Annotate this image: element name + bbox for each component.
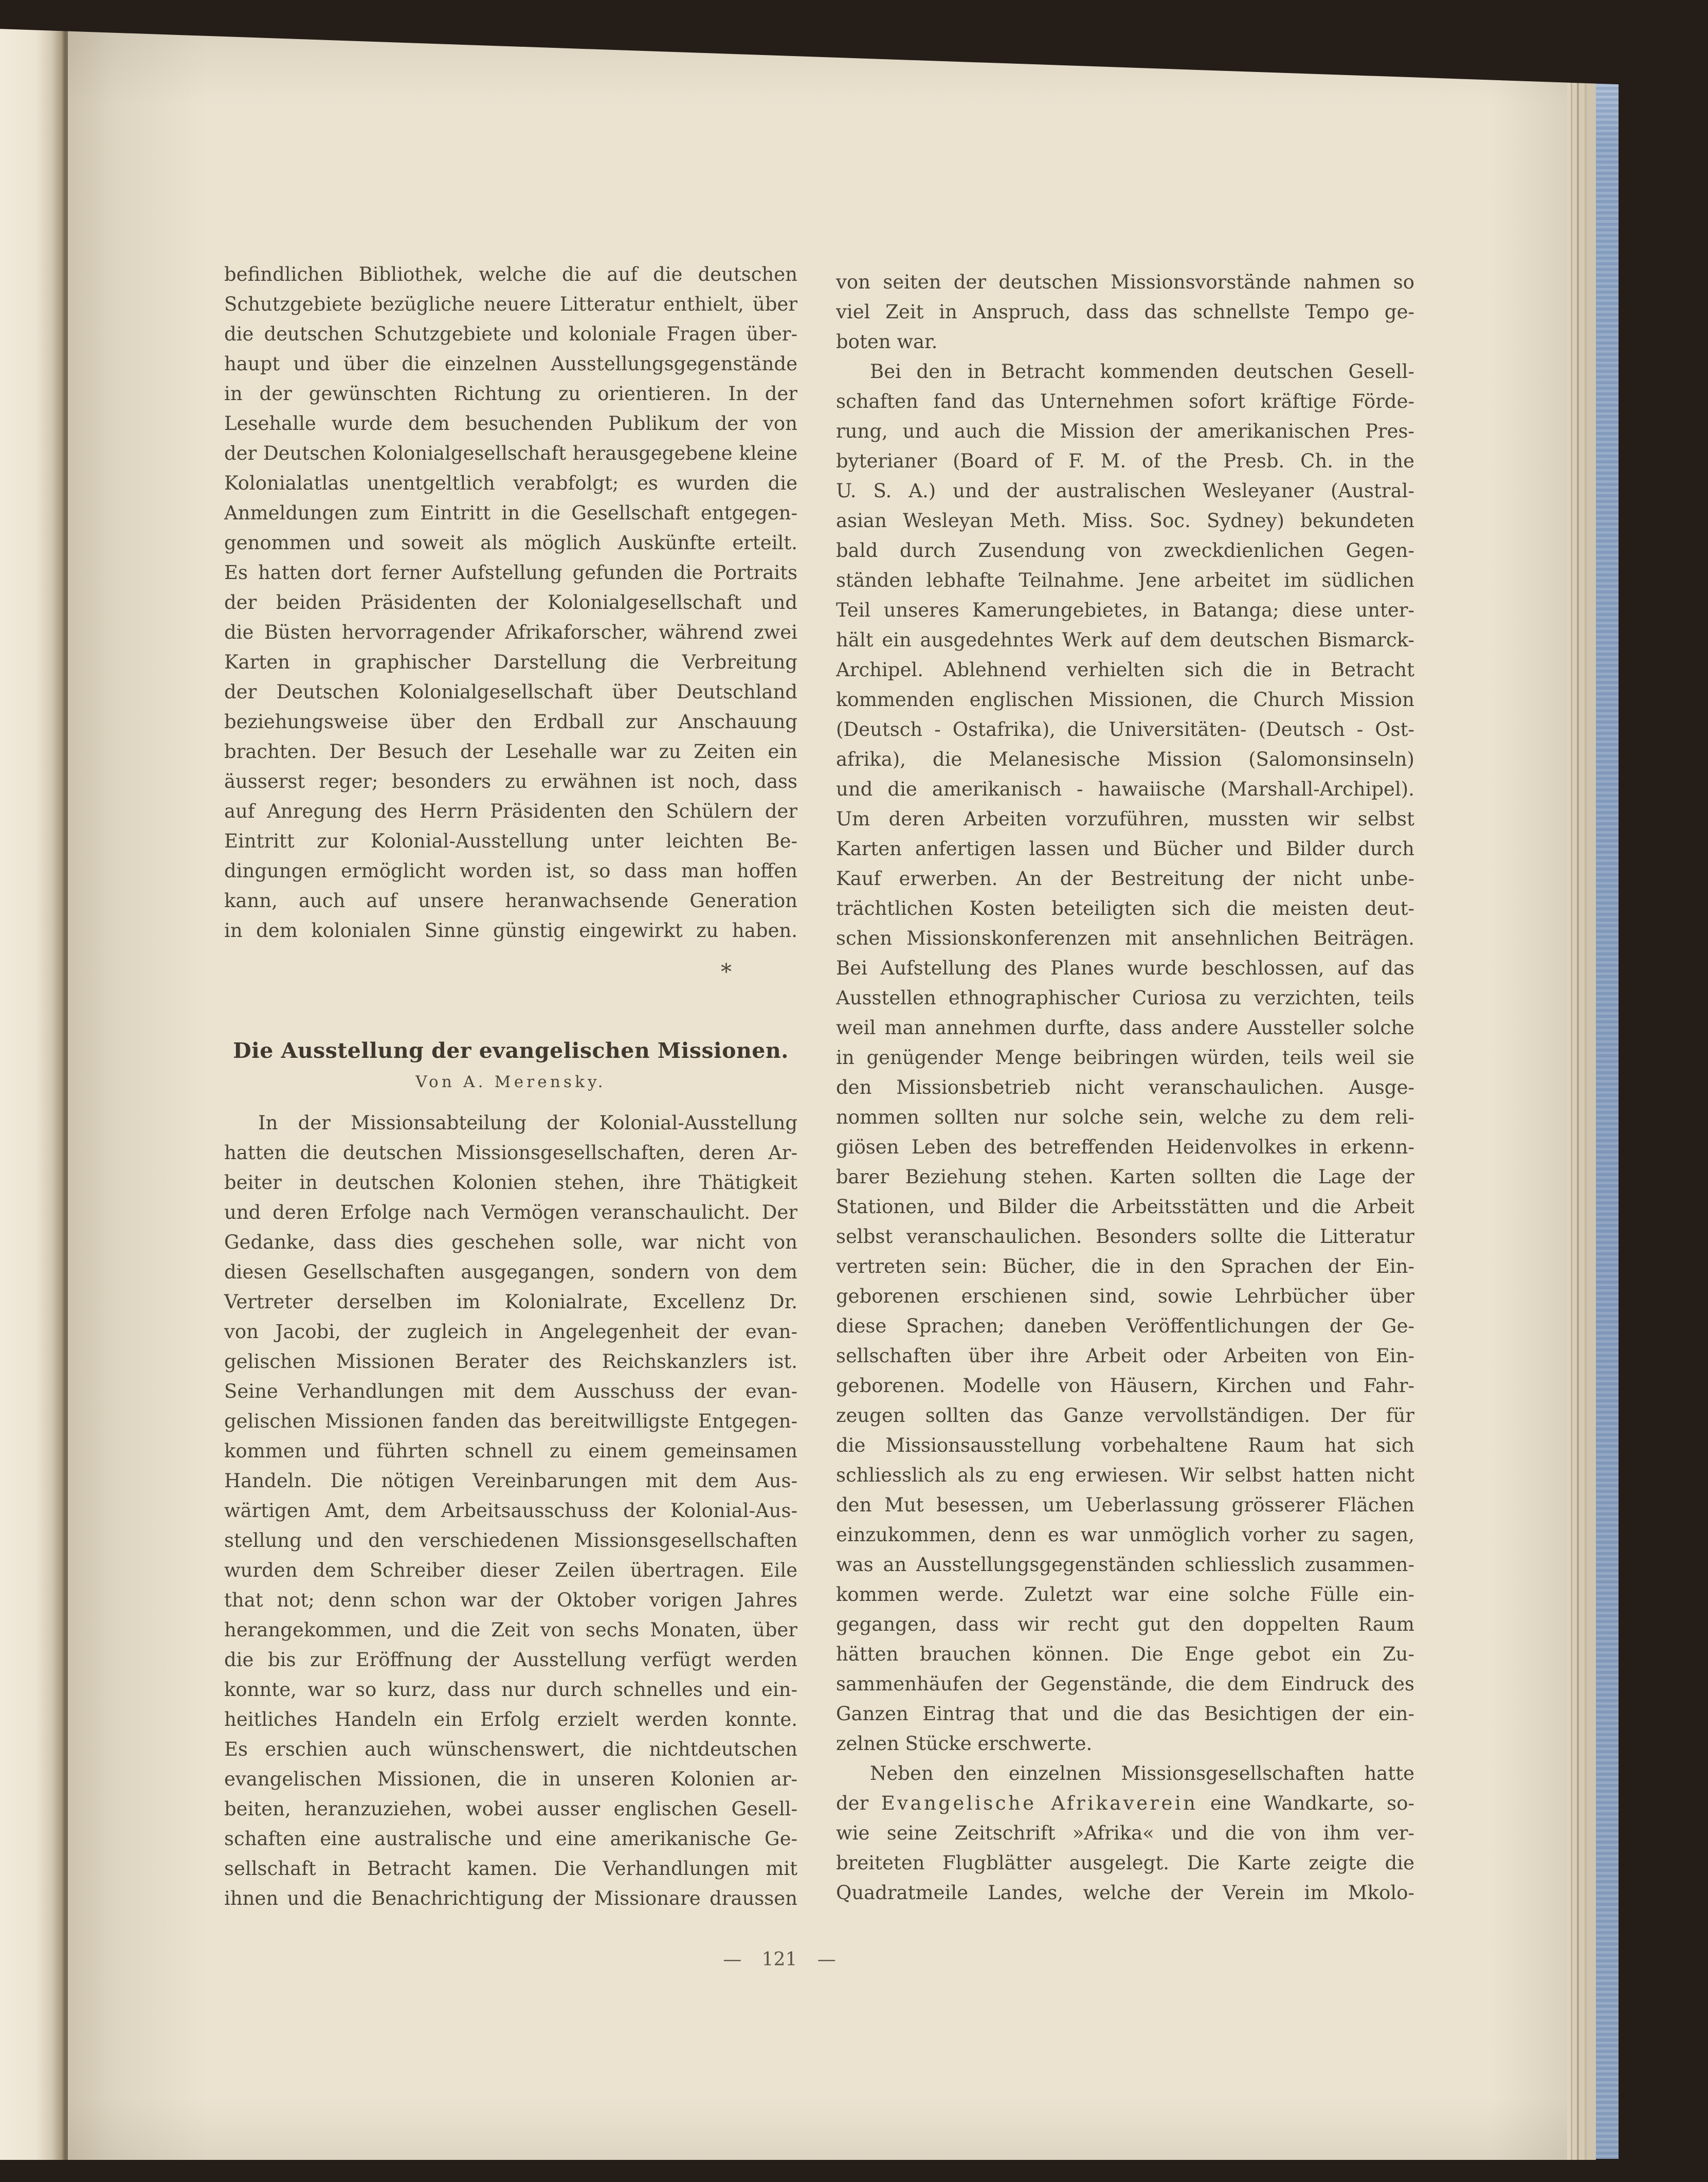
text-line (224, 1168, 797, 1198)
text-segment: U. S. A.) und der australischen Wesleyaner (Austral- (836, 480, 1414, 502)
text-segment: die Missionsausstellung vorbehaltene Raum hat sich (836, 1434, 1414, 1456)
text-line (836, 536, 1414, 566)
text-segment: der Deutschen Kolonialgesellschaft über Deutschland (224, 681, 797, 703)
text-line (224, 1645, 797, 1675)
text-segment: äusserst reger; besonders zu erwähnen ist noch, dass (224, 770, 797, 792)
text-segment: geborenen erschienen sind, sowie Lehrbücher über (836, 1285, 1414, 1307)
text-line (836, 1729, 1414, 1759)
text-segment: ständen lebhafte Teilnahme. Jene arbeitet im südlichen (836, 569, 1414, 591)
text-line (224, 1466, 797, 1496)
text-line (836, 1580, 1414, 1610)
text-segment: den Missionsbetrieb nicht veranschaulichen. Ausge- (836, 1076, 1414, 1098)
text-segment: heitliches Handeln ein Erfolg erzielt werden konnte. (224, 1708, 797, 1730)
text-segment: geborenen. Modelle von Häusern, Kirchen und Fahr- (836, 1375, 1414, 1397)
text-segment: Anmeldungen zum Eintritt in die Gesellschaft entgegen- (224, 502, 797, 524)
text-segment: die bis zur Eröffnung der Ausstellung verfügt werden (224, 1649, 797, 1671)
text-line (836, 297, 1414, 327)
text-segment: Neben den einzelnen Missionsgesellschaften hatte (870, 1762, 1414, 1784)
text-line (224, 916, 797, 946)
text-line (836, 417, 1414, 446)
text-segment: Ganzen Eintrag that und die das Besichtigen der ein- (836, 1703, 1414, 1725)
text-segment: beziehungsweise über den Erdball zur Anschauung (224, 711, 797, 733)
text-segment: Seine Verhandlungen mit dem Ausschuss der evan- (224, 1380, 797, 1402)
text-segment: gelischen Missionen Berater des Reichskanzlers ist. (224, 1350, 797, 1373)
text-segment: einzukommen, denn es war unmöglich vorher zu sagen, (836, 1524, 1414, 1546)
text-line (836, 1282, 1414, 1311)
text-line (224, 1377, 797, 1406)
text-line (224, 498, 797, 528)
text-segment: Quadratmeile Landes, welche der Verein im Mkolo- (836, 1882, 1414, 1904)
text-segment: asian Wesleyan Meth. Miss. Soc. Sydney) bekundeten (836, 510, 1414, 532)
text-line (836, 1103, 1414, 1132)
text-line (224, 618, 797, 647)
text-line (224, 379, 797, 409)
text-segment: Kauf erwerben. An der Bestreitung der nicht unbe- (836, 868, 1414, 890)
text-line (224, 1705, 797, 1735)
text-segment: schliesslich als zu eng erwiesen. Wir selbst hatten nicht (836, 1464, 1414, 1486)
text-line (836, 1699, 1414, 1729)
letterspaced-name: Evangelische Afrikaverein (881, 1792, 1198, 1814)
text-line (224, 588, 797, 618)
text-segment: von seiten der deutschen Missionsvorstände nahmen so (836, 271, 1414, 293)
text-line (836, 327, 1414, 357)
text-segment: von Jacobi, der zugleich in Angelegenheit der evan- (224, 1321, 797, 1343)
text-line (836, 357, 1414, 387)
text-segment: breiteten Flugblätter ausgelegt. Die Karte zeigte die (836, 1852, 1414, 1874)
text-segment: diese Sprachen; daneben Veröffentlichungen der Ge- (836, 1315, 1414, 1337)
text-line (224, 319, 797, 349)
text-segment: Um deren Arbeiten vorzuführen, mussten wir selbst (836, 808, 1414, 830)
text-line (836, 864, 1414, 894)
text-line (836, 1639, 1414, 1669)
text-line (836, 1401, 1414, 1431)
text-segment: die Büsten hervorragender Afrikaforscher, während zwei (224, 621, 797, 643)
text-line (836, 774, 1414, 804)
text-segment: schaften fand das Unternehmen sofort kräftige Förde- (836, 390, 1414, 412)
text-segment: nommen sollten nur solche sein, welche zu dem reli- (836, 1106, 1414, 1128)
text-line (836, 745, 1414, 774)
text-segment: sammenhäufen der Gegenstände, die dem Eindruck des (836, 1673, 1414, 1695)
text-segment: wärtigen Amt, dem Arbeitsausschuss der Kolonial-Aus- (224, 1500, 797, 1522)
text-line (836, 1371, 1414, 1401)
text-line (224, 260, 797, 290)
text-segment: dingungen ermöglicht worden ist, so dass man hoffen (224, 860, 797, 882)
text-line (836, 1878, 1414, 1908)
text-segment: In der Missionsabteilung der Kolonial-Ausstellung (258, 1112, 797, 1134)
text-line (836, 476, 1414, 506)
text-segment: sellschaften über ihre Arbeit oder Arbeiten von Ein- (836, 1345, 1414, 1367)
text-segment: brachten. Der Besuch der Lesehalle war zu Zeiten ein (224, 741, 797, 763)
text-segment: in der gewünschten Richtung zu orientieren. In der (224, 383, 797, 405)
text-line (836, 596, 1414, 625)
text-segment: wurden dem Schreiber dieser Zeilen übertragen. Eile (224, 1559, 797, 1581)
text-line (224, 856, 797, 886)
text-segment: Karten in graphischer Darstellung die Verbreitung (224, 651, 797, 673)
book-cover-edge (1596, 70, 1619, 2159)
text-segment: kommen werde. Zuletzt war eine solche Fülle ein- (836, 1583, 1414, 1606)
text-segment: der beiden Präsidenten der Kolonialgesellschaft und (224, 591, 797, 614)
text-line (224, 886, 797, 916)
text-segment: und die amerikanisch - hawaiische (Marshall-Archipel). (836, 778, 1414, 800)
text-segment: Gedanke, dass dies geschehen solle, war nicht von (224, 1231, 797, 1253)
text-line (224, 290, 797, 319)
text-line (836, 625, 1414, 655)
text-line (836, 655, 1414, 685)
photo-bottom-shadow (0, 2160, 1708, 2182)
text-segment: Bei Aufstellung des Planes wurde beschlossen, auf das (836, 957, 1414, 979)
text-line (836, 1311, 1414, 1341)
text-segment: haupt und über die einzelnen Ausstellungsgegenstände (224, 353, 797, 375)
text-segment: stellung und den verschiedenen Missionsgesellschaften (224, 1529, 797, 1552)
text-segment: gegangen, dass wir recht gut den doppelten Raum (836, 1613, 1414, 1635)
text-line (836, 924, 1414, 953)
text-line (224, 349, 797, 379)
text-segment: evangelischen Missionen, die in unseren Kolonien ar- (224, 1768, 797, 1790)
article-byline: Von A. Merensky. (415, 1073, 606, 1091)
text-segment: weil man annehmen durfte, dass andere Aussteller solche (836, 1017, 1414, 1039)
text-line (836, 566, 1414, 596)
text-segment: diesen Gesellschaften ausgegangen, sondern von dem (224, 1261, 797, 1283)
text-line (836, 983, 1414, 1013)
text-line (224, 677, 797, 707)
text-segment: giösen Leben des betreffenden Heidenvolkes in erkenn- (836, 1136, 1414, 1158)
text-segment: der Deutschen Kolonialgesellschaft herausgegebene kleine (224, 442, 797, 464)
text-segment: Ausstellen ethnographischer Curiosa zu verzichten, teils (836, 987, 1414, 1009)
text-line (836, 894, 1414, 924)
text-line (224, 1138, 797, 1168)
text-segment: barer Beziehung stehen. Karten sollten die Lage der (836, 1166, 1414, 1188)
page-number: — 121 — (723, 1949, 836, 1970)
text-segment: der (836, 1792, 881, 1814)
text-line (836, 834, 1414, 864)
text-segment: und deren Erfolge nach Vermögen veranschaulicht. Der (224, 1201, 797, 1223)
text-segment: kommen und führten schnell zu einem gemeinsamen (224, 1440, 797, 1462)
text-line (224, 558, 797, 588)
text-line (224, 1884, 797, 1914)
text-line (224, 1436, 797, 1466)
text-segment: rung, und auch die Mission der amerikanischen Pres- (836, 420, 1414, 442)
text-line (224, 1675, 797, 1705)
text-segment: Es hatten dort ferner Aufstellung gefunden die Portraits (224, 562, 797, 584)
text-line (836, 446, 1414, 476)
text-segment: Kolonialatlas unentgeltlich verabfolgt; es wurden die (224, 472, 797, 494)
right-text-column (836, 267, 1414, 1908)
text-segment: Teil unseres Kamerungebietes, in Batanga; diese unter- (836, 599, 1414, 621)
text-segment: wie seine Zeitschrift »Afrika« und die von ihm ver- (836, 1822, 1414, 1844)
text-line (836, 1848, 1414, 1878)
text-segment: bald durch Zusendung von zweckdienlichen Gegen- (836, 539, 1414, 562)
text-segment: in dem kolonialen Sinne günstig eingewirkt zu haben. (224, 919, 797, 942)
text-line (224, 1585, 797, 1615)
text-segment: Karten anfertigen lassen und Bücher und Bilder durch (836, 838, 1414, 860)
text-line (836, 1252, 1414, 1282)
text-line (224, 1794, 797, 1824)
text-line (224, 1735, 797, 1764)
text-segment: beiter in deutschen Kolonien stehen, ihre Thätigkeit (224, 1171, 797, 1194)
text-segment: viel Zeit in Anspruch, dass das schnellste Tempo ge- (836, 301, 1414, 323)
text-line (224, 1317, 797, 1347)
text-line (224, 1108, 797, 1138)
text-segment: was an Ausstellungsgegenständen schliesslich zusammen- (836, 1554, 1414, 1576)
page-fore-edge (1567, 60, 1596, 2160)
text-line (224, 1228, 797, 1257)
text-segment: die deutschen Schutzgebiete und koloniale Fragen über- (224, 323, 797, 345)
text-line (836, 1013, 1414, 1043)
text-segment: zeugen sollten das Ganze vervollständigen. Der für (836, 1404, 1414, 1427)
text-line (836, 1789, 1414, 1818)
text-line (836, 1192, 1414, 1222)
text-segment: that not; denn schon war der Oktober vorigen Jahres (224, 1589, 797, 1611)
text-line (224, 1257, 797, 1287)
text-line (836, 1520, 1414, 1550)
text-line (224, 1824, 797, 1854)
text-segment: Eintritt zur Kolonial-Ausstellung unter leichten Be- (224, 830, 797, 852)
text-line (224, 439, 797, 468)
text-line (224, 1526, 797, 1556)
text-line (224, 797, 797, 826)
text-line (224, 767, 797, 797)
text-segment: byterianer (Board of F. M. of the Presb. Ch. in the (836, 450, 1414, 472)
text-segment: afrika), die Melanesische Mission (Salomonsinseln) (836, 748, 1414, 770)
text-line (836, 1610, 1414, 1639)
text-line (224, 1198, 797, 1228)
text-segment: in genügender Menge beibringen würden, teils weil sie (836, 1047, 1414, 1069)
text-segment: Schutzgebiete bezügliche neuere Litteratur enthielt, über (224, 293, 797, 315)
text-segment: kommenden englischen Missionen, die Church Mission (836, 689, 1414, 711)
text-line (224, 826, 797, 856)
text-segment: vertreten sein: Bücher, die in den Sprachen der Ein- (836, 1255, 1414, 1277)
text-line (224, 528, 797, 558)
text-segment: Bei den in Betracht kommenden deutschen Gesell- (870, 360, 1414, 383)
text-line (224, 1556, 797, 1585)
text-line (836, 1460, 1414, 1490)
text-segment: konnte, war so kurz, dass nur durch schnelles und ein- (224, 1679, 797, 1701)
text-line (224, 1615, 797, 1645)
text-line (224, 1496, 797, 1526)
text-segment: boten war. (836, 331, 938, 353)
left-text-column (224, 260, 797, 1914)
text-segment: befindlichen Bibliothek, welche die auf die deutschen (224, 263, 797, 285)
text-line (836, 685, 1414, 715)
text-segment: ihnen und die Benachrichtigung der Missionare draussen (224, 1887, 797, 1909)
text-line (224, 1406, 797, 1436)
text-segment: selbst veranschaulichen. Besonders sollte die Litteratur (836, 1225, 1414, 1248)
text-segment: hatten die deutschen Missionsgesellschaften, deren Ar- (224, 1142, 797, 1164)
text-line (836, 1073, 1414, 1103)
text-line (836, 1341, 1414, 1371)
book-page (65, 17, 1570, 2160)
text-segment: den Mut besessen, um Ueberlassung grösserer Flächen (836, 1494, 1414, 1516)
text-line (224, 1854, 797, 1884)
text-line (836, 1043, 1414, 1073)
text-segment: kann, auch auf unsere heranwachsende Generation (224, 890, 797, 912)
article-heading: Die Ausstellung der evangelischen Missionen. (233, 1038, 789, 1063)
text-line (836, 715, 1414, 745)
text-line (836, 1550, 1414, 1580)
text-segment: gelischen Missionen fanden das bereitwilligste Entgegen- (224, 1410, 797, 1432)
text-segment: schaften eine australische und eine amerikanische Ge- (224, 1828, 797, 1850)
text-line (836, 804, 1414, 834)
text-line (836, 506, 1414, 536)
text-line (224, 1347, 797, 1377)
text-line (224, 737, 797, 767)
adjacent-page-edge (0, 23, 65, 2160)
text-segment: beiten, heranzuziehen, wobei ausser englischen Gesell- (224, 1798, 797, 1820)
text-line (836, 387, 1414, 417)
text-segment: Vertreter derselben im Kolonialrate, Excellenz Dr. (224, 1291, 797, 1313)
text-segment: hätten brauchen können. Die Enge gebot ein Zu- (836, 1643, 1414, 1665)
text-segment: sellschaft in Betracht kamen. Die Verhandlungen mit (224, 1858, 797, 1880)
text-line (224, 409, 797, 439)
text-segment: herangekommen, und die Zeit von sechs Monaten, über (224, 1619, 797, 1641)
text-segment: Archipel. Ablehnend verhielten sich die in Betracht (836, 659, 1414, 681)
text-line (224, 1764, 797, 1794)
text-segment: eine Wandkarte, so- (1197, 1792, 1415, 1814)
text-segment: zelnen Stücke erschwerte. (836, 1733, 1093, 1755)
text-segment: (Deutsch - Ostafrika), die Universitäten- (Deutsch - Ost- (836, 718, 1414, 741)
text-line (836, 1162, 1414, 1192)
text-line (836, 1431, 1414, 1460)
text-line (836, 1669, 1414, 1699)
text-line (224, 468, 797, 498)
text-line (836, 953, 1414, 983)
text-segment: Es erschien auch wünschenswert, die nichtdeutschen (224, 1738, 797, 1760)
text-line (836, 1818, 1414, 1848)
text-line (836, 267, 1414, 297)
text-segment: hält ein ausgedehntes Werk auf dem deutschen Bismarck- (836, 629, 1414, 651)
text-line (836, 1759, 1414, 1789)
text-line (224, 647, 797, 677)
text-line (836, 1132, 1414, 1162)
text-line (224, 1287, 797, 1317)
text-segment: genommen und soweit als möglich Auskünfte erteilt. (224, 532, 797, 554)
text-line (224, 707, 797, 737)
text-line (836, 1222, 1414, 1252)
section-separator-star: * (721, 959, 732, 984)
text-segment: auf Anregung des Herrn Präsidenten den Schülern der (224, 800, 797, 822)
text-segment: Handeln. Die nötigen Vereinbarungen mit dem Aus- (224, 1470, 797, 1492)
text-segment: Stationen, und Bilder die Arbeitsstätten und die Arbeit (836, 1196, 1414, 1218)
text-segment: Lesehalle wurde dem besuchenden Publikum der von (224, 412, 797, 435)
text-segment: trächtlichen Kosten beteiligten sich die meisten deut- (836, 897, 1414, 919)
text-segment: schen Missionskonferenzen mit ansehnlichen Beiträgen. (836, 927, 1414, 949)
text-line (836, 1490, 1414, 1520)
